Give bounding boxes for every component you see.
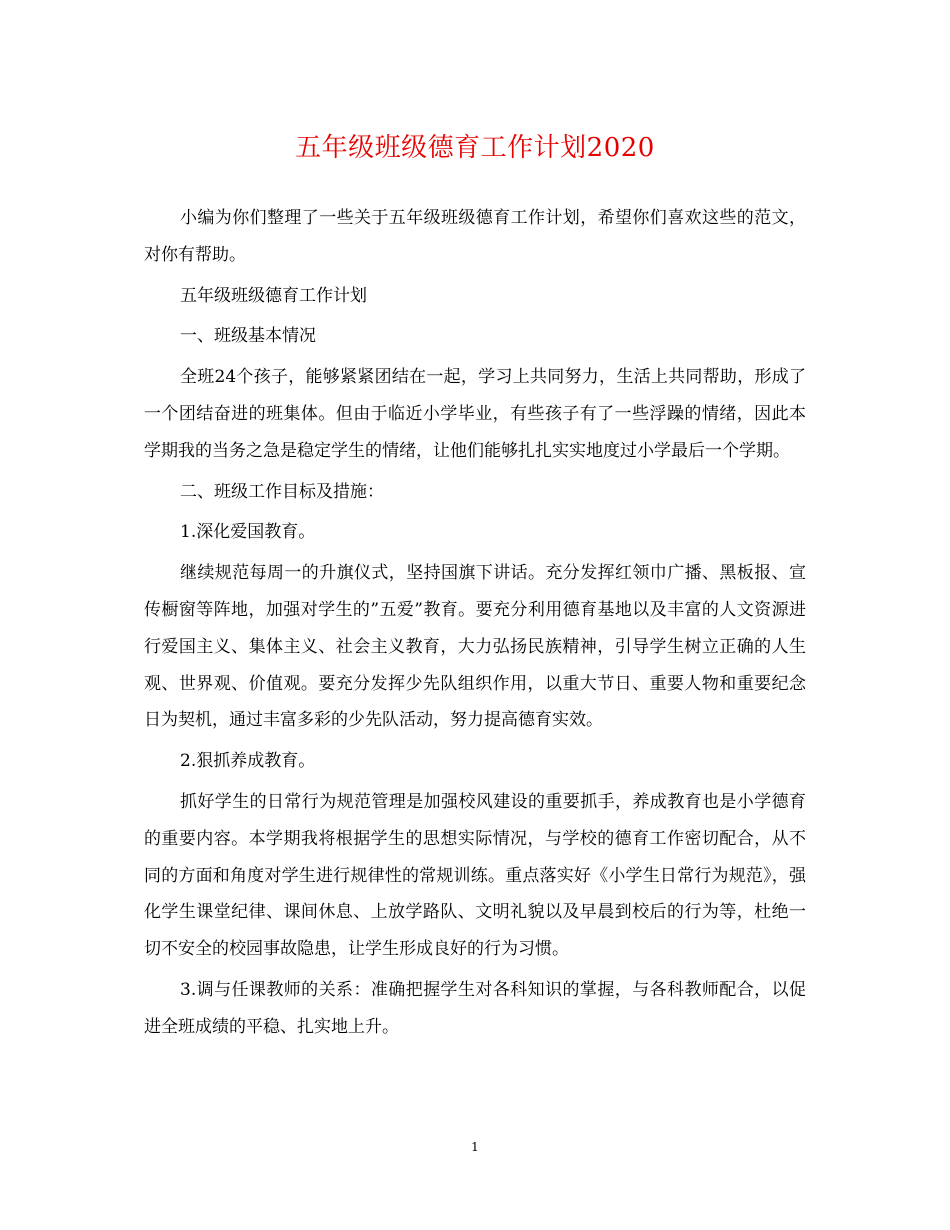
section-heading-goals: 二、班级工作目标及措施： bbox=[180, 481, 384, 502]
page-number: 1 bbox=[471, 1140, 479, 1154]
document-body bbox=[144, 200, 806, 1050]
habit-education-paragraph: 抓好学生的日常行为规范管理是加强校风建设的重要抓手，养成教育也是小学德育的重要内容。本学期我将根据学生的思想实际情况，与学校的德育工作密切配合，从不同的方面和角度对学生进行规律性的常规训练。重点落实好《小学生日常行为规范》，强化学生课堂纪律、课间休息、上放学路队、文明礼貌以及早晨到校后的行为等，杜绝一切不安全的校园事故隐患，让学生形成良好的行为习惯。 bbox=[144, 791, 806, 960]
patriotic-education-paragraph: 继续规范每周一的升旗仪式，坚持国旗下讲话。充分发挥红领巾广播、黑板报、宣传橱窗等阵地，加强对学生的”五爱”教育。要充分利用德育基地以及丰富的人文资源进行爱国主义、集体主义、社会主义教育，大力弘扬民族精神，引导学生树立正确的人生观、世界观、价值观。要充分发挥少先队组织作用，以重大节日、重要人物和重要纪念日为契机，通过丰富多彩的少先队活动，努力提高德育实效。 bbox=[144, 563, 806, 731]
intro-paragraph: 小编为你们整理了一些关于五年级班级德育工作计划，希望你们喜欢这些的范文，对你有帮助。 bbox=[144, 208, 806, 265]
document-title: 五年级班级德育工作计划2020 bbox=[295, 133, 655, 163]
item-heading-patriotic-education: 1.深化爱国教育。 bbox=[180, 522, 316, 543]
item-heading-habit-education: 2.狠抓养成教育。 bbox=[180, 751, 316, 772]
plan-heading: 五年级班级德育工作计划 bbox=[180, 285, 367, 306]
teacher-coordination-paragraph: 3.调与任课教师的关系：准确把握学生对各科知识的掌握，与各科教师配合，以促进全班成绩的平稳、扎实地上升。 bbox=[144, 979, 806, 1037]
section-heading-class-overview: 一、班级基本情况 bbox=[180, 326, 316, 347]
class-overview-paragraph: 全班24个孩子，能够紧紧团结在一起，学习上共同努力，生活上共同帮助，形成了一个团结奋进的班集体。但由于临近小学毕业，有些孩子有了一些浮躁的情绪，因此本学期我的当务之急是稳定学生的情绪，让他们能够扎扎实实地度过小学最后一个学期。 bbox=[144, 367, 806, 461]
